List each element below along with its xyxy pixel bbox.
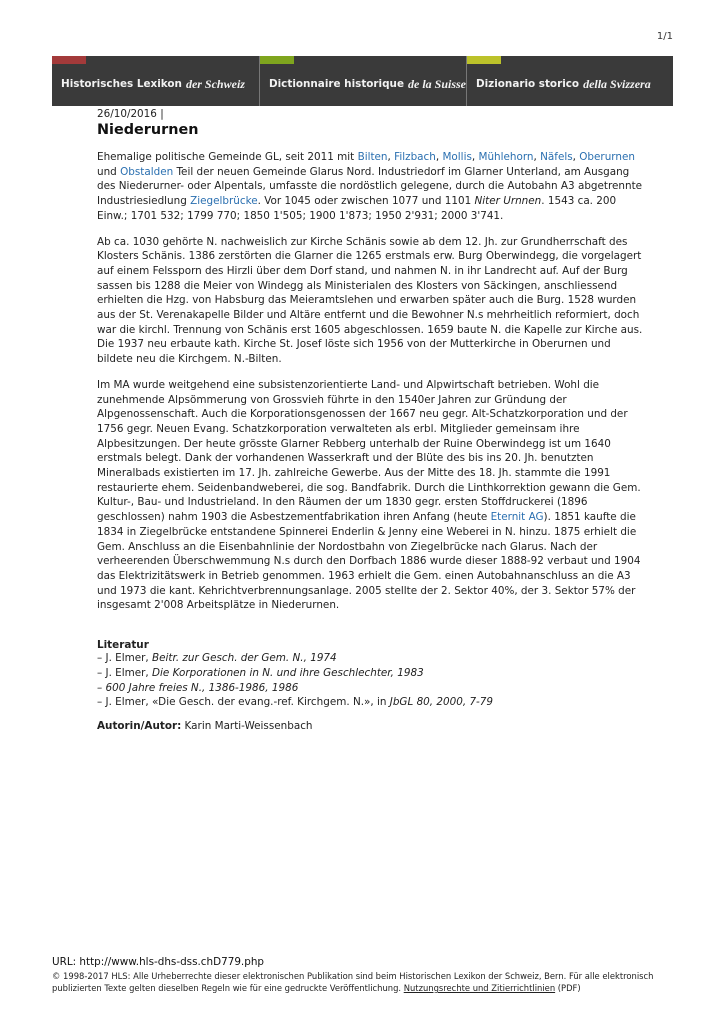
banner-de-suffix: der Schweiz — [185, 76, 245, 91]
p1-sep-4: , — [533, 151, 541, 163]
p1-text-2: . Vor 1045 oder zwischen 1077 und 1101 — [257, 195, 475, 208]
article-date: 26/10/2016 | — [97, 108, 164, 120]
p1-sep-5: , — [572, 151, 580, 163]
footer-pdf-note: (PDF) — [555, 983, 581, 993]
paragraph-2: Ab ca. 1030 gehörte N. nachweislich zur Kirche Schänis sowie ab dem 12. Jh. zur Grundherrschaft des Klosters Schänis. 1386 zerstörten die Glarner die 1265 erstmals erw. Burg Oberwindegg, die vorgelagert auf einem Felssporn des Hirzli über dem Dorf stand, und nahmen N. in ihr Landrecht auf. Auf der Burg sassen bis 1288 die Meier von Windegg als Ministerialen des Klosters von Säckingen, anschliessend erhielten die Hzg. von Habsburg das Meieramtslehen und erwarben später auch die Burg. 1528 wurden aus der St. Verenakapelle Bilder und Altäre entfernt und die Bewohner N.s mehrheitlich reformiert, doch war die kirchl. Trennung von Schänis erst 1605 abgeschlossen. 1659 baute N. die Kapelle zur Kirche aus. Die 1937 neu erbaute kath. Kirche St. Josef löste sich 1956 von der Mutterkirche in Oberurnen und bildete neu die Kirchgem. N.-Bilten. — [97, 235, 643, 366]
literature-heading: Literatur — [97, 639, 149, 652]
link-bilten[interactable]: Bilten — [357, 151, 388, 163]
literature-item-1-title: Beitr. zur Gesch. der Gem. N., 1974 — [152, 652, 337, 665]
banner-it[interactable] — [466, 56, 673, 106]
banner-it-color-bar — [467, 56, 501, 64]
author-name: Karin Marti-Weissenbach — [181, 719, 313, 732]
literature-item-4-source: JbGL 80, 2000, 7-79 — [389, 696, 494, 709]
literature-item — [97, 681, 645, 696]
banner-fr-color-bar — [260, 56, 294, 64]
link-ziegelbruecke[interactable]: Ziegelbrücke — [190, 195, 258, 208]
banner-fr[interactable] — [259, 56, 466, 106]
banner-it-prefix: Dizionario storico — [476, 78, 580, 90]
author-line — [97, 720, 645, 732]
literature-item — [97, 651, 645, 666]
banner-de-prefix: Historisches Lexikon — [61, 78, 182, 90]
literature-item-2-author: – J. Elmer, — [97, 666, 153, 679]
literature-item-1-author: – J. Elmer, — [97, 652, 153, 665]
banner-de-color-bar — [52, 56, 86, 64]
link-naefels[interactable]: Näfels — [540, 151, 573, 163]
p1-italic-niter-urnnen: Niter Urnnen — [474, 195, 542, 208]
literature-item-2-title: Die Korporationen in N. und ihre Geschlechter, 1983 — [152, 666, 424, 679]
paragraph-1 — [97, 150, 645, 224]
banner-de[interactable] — [52, 56, 259, 106]
link-filzbach[interactable]: Filzbach — [394, 151, 436, 163]
page-footer — [52, 956, 672, 994]
p1-text-3: . 1543 ca. 200 Einw.; 1701 532; 1799 770; 1850 1'505; 1900 1'873; 1950 2'931; 2000 3'741. — [97, 195, 617, 222]
footer-url[interactable]: URL: http://www.hls-dhs-dss.chD779.php — [52, 956, 265, 968]
literature-item — [97, 666, 645, 681]
link-obstalden[interactable]: Obstalden — [120, 165, 174, 178]
p1-text-0: Ehemalige politische Gemeinde GL, seit 2011 mit — [97, 151, 358, 163]
banner-it-suffix: della Svizzera — [583, 76, 651, 91]
article — [97, 108, 645, 732]
p1-sep-3: , — [471, 151, 479, 163]
link-eternit-ag[interactable]: Eternit AG — [490, 511, 544, 524]
p3-text-1: ). 1851 kaufte die 1834 in Ziegelbrücke entstandene Spinnerei Enderlin & Jenny eine Weberei in N. hinzu. 1875 erhielt die Gem. Anschluss an die Eisenbahnlinie der Nordostbahn von Ziegelbrücke nach Glarus. Nach der verheerenden Überschwemmung N.s durch den Dorfbach 1886 wurde dieser 1888-92 verbaut und 1904 das Elektrizitätswerk in Betrieb genommen. 1963 erhielt die Gem. einen Autobahnanschluss an die A3 und 1973 die kant. Kehrichtverbrennungsanlage. 2005 stellte der 2. Sektor 40%, der 3. Sektor 57% der insgesamt 2'008 Arbeitsplätze in Niederurnen. — [97, 511, 641, 612]
footer-copyright-text: © 1998-2017 HLS: Alle Urheberrechte dieser elektronischen Publikation sind beim Historischen Lexikon der Schweiz, Bern. Für alle elektronisch publizierten Texte gelten dieselben Regeln wie für eine gedruckte Veröffentlichung. — [52, 971, 654, 993]
hls-header-banner — [52, 56, 673, 106]
author-label: Autorin/Autor: — [97, 719, 182, 732]
p1-sep-6: und — [97, 165, 121, 178]
literature-item-4-author: – J. Elmer, «Die Gesch. der evang.-ref. Kirchgem. N.», in — [97, 696, 390, 709]
literature-item — [97, 695, 645, 710]
p1-text-1: Teil der neuen Gemeinde Glarus Nord. Industriedorf im Glarner Unterland, am Ausgang des Niederurner- oder Alpentals, umfasste die nordöstlich gelegene, durch die Autobahn A3 abgetrennte Industriesiedlung — [97, 165, 643, 208]
p3-text-0: Im MA wurde weitgehend eine subsistenzorientierte Land- und Alpwirtschaft betrieben. Wohl die zunehmende Alpsömmerung von Grossvieh führte in den 1540er Jahren zur Gründung der Alpgenossenschaft. Auch die Korporationsgenossen der 1667 neu gegr. Alt-Schatzkorporation und der 1756 gegr. Neuen Evang. Schatzkorporation verwalteten als erbl. Mitglieder gemeinsam ihre Alpbesitzungen. Der heute grösste Glarner Rebberg unterhalb der Ruine Oberwindegg ist um 1640 erstmals belegt. Dank der vorhandenen Wasserkraft und der Blüte des bis ins 20. Jh. benutzten Mineralbads existierten im 17. Jh. zahlreiche Gewerbe. Aus der Mitte des 18. Jh. stammte die 1991 restaurierte ehem. Seidenbandweberei, die sog. Bandfabrik. Durch die Linthkorrektion gewann die Gem. Kultur-, Bau- und Industrieland. In den Räumen der um 1830 gegr. ersten Stoffdruckerei (1896 geschlossen) nahm 1903 die Asbestzementfabrikation ihren Anfang (heute — [97, 378, 641, 524]
p1-sep-2: , — [435, 151, 443, 163]
link-oberurnen[interactable]: Oberurnen — [579, 151, 635, 163]
link-muehlehorn[interactable]: Mühlehorn — [478, 151, 534, 163]
article-title: Niederurnen — [97, 122, 199, 138]
banner-fr-prefix: Dictionnaire historique — [269, 78, 404, 90]
banner-fr-suffix: de la Suisse — [408, 76, 467, 91]
paragraph-3 — [97, 378, 645, 613]
link-mollis[interactable]: Mollis — [442, 151, 472, 163]
footer-usage-rights-link[interactable]: Nutzungsrechte und Zitierrichtlinien — [403, 983, 556, 993]
footer-copyright — [52, 970, 672, 994]
literature-item-3-title: – 600 Jahre freies N., 1386-1986, 1986 — [97, 681, 299, 694]
page-number: 1/1 — [656, 31, 673, 42]
p1-sep-1: , — [387, 151, 395, 163]
